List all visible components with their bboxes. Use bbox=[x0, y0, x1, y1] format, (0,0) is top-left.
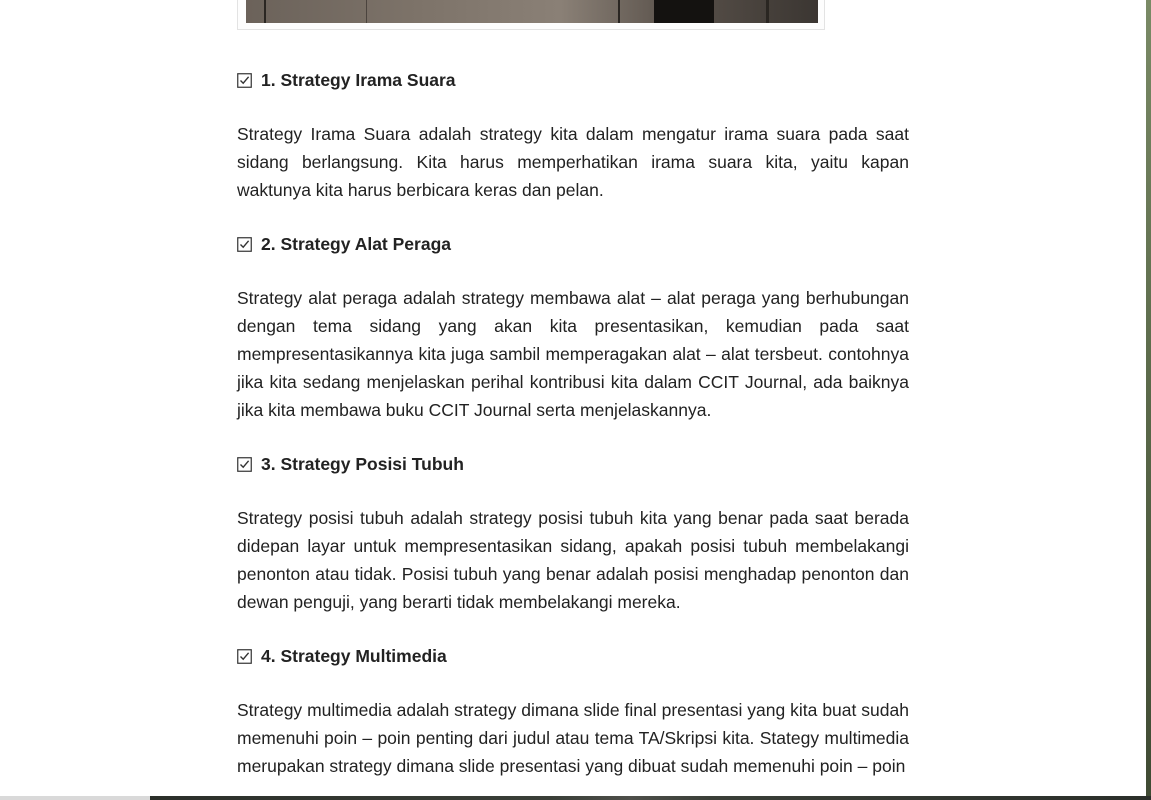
article-image bbox=[246, 0, 818, 23]
ballot-box-with-check-icon bbox=[237, 649, 252, 664]
window-bottom-edge-left bbox=[0, 796, 150, 800]
section-heading-3 bbox=[237, 448, 909, 480]
ballot-box-with-check-icon bbox=[237, 73, 252, 88]
section-body-1: Strategy Irama Suara adalah strategy kita dalam mengatur irama suara pada saat sidang berlangsung. Kita harus memperhatikan irama suara kita, yaitu kapan waktunya kita harus berbicara keras dan pelan. bbox=[237, 124, 909, 200]
section-heading-2 bbox=[237, 228, 909, 260]
section-body-3: Strategy posisi tubuh adalah strategy posisi tubuh kita yang benar pada saat berada didepan layar untuk mempresentasikan sidang, apakah posisi tubuh membelakangi penonton atau tidak. Posisi tubuh yang benar adalah posisi menghadap penonton dan dewan penguji, yang berarti tidak membelakangi mereka. bbox=[237, 508, 909, 612]
section-body-2: Strategy alat peraga adalah strategy membawa alat – alat peraga yang berhubungan dengan tema sidang yang akan kita presentasikan, kemudian pada saat mempresentasikannya kita juga sambil memperagakan alat – alat tersbeut. contohnya jika kita sedang menjelaskan perihal kontribusi kita dalam CCIT Journal, ada baiknya jika kita membawa buku CCIT Journal serta menjelaskannya. bbox=[237, 288, 909, 420]
section-heading-1 bbox=[237, 64, 909, 96]
section-heading-4 bbox=[237, 640, 909, 672]
ballot-box-with-check-icon bbox=[237, 457, 252, 472]
section-title-2: 2. Strategy Alat Peraga bbox=[261, 233, 451, 254]
article-content bbox=[237, 64, 909, 796]
ballot-box-with-check-icon bbox=[237, 237, 252, 252]
window-bottom-edge bbox=[150, 796, 1151, 800]
section-title-4: 4. Strategy Multimedia bbox=[261, 645, 447, 666]
article-image-frame bbox=[237, 0, 825, 30]
section-title-1: 1. Strategy Irama Suara bbox=[261, 69, 456, 90]
section-body-4: Strategy multimedia adalah strategy dimana slide final presentasi yang kita buat sudah memenuhi poin – poin penting dari judul atau tema TA/Skripsi kita. Stategy multimedia merupakan strategy dimana slide presentasi yang dibuat sudah memenuhi poin – poin bbox=[237, 700, 909, 776]
window-right-edge bbox=[1146, 0, 1151, 800]
section-title-3: 3. Strategy Posisi Tubuh bbox=[261, 453, 464, 474]
